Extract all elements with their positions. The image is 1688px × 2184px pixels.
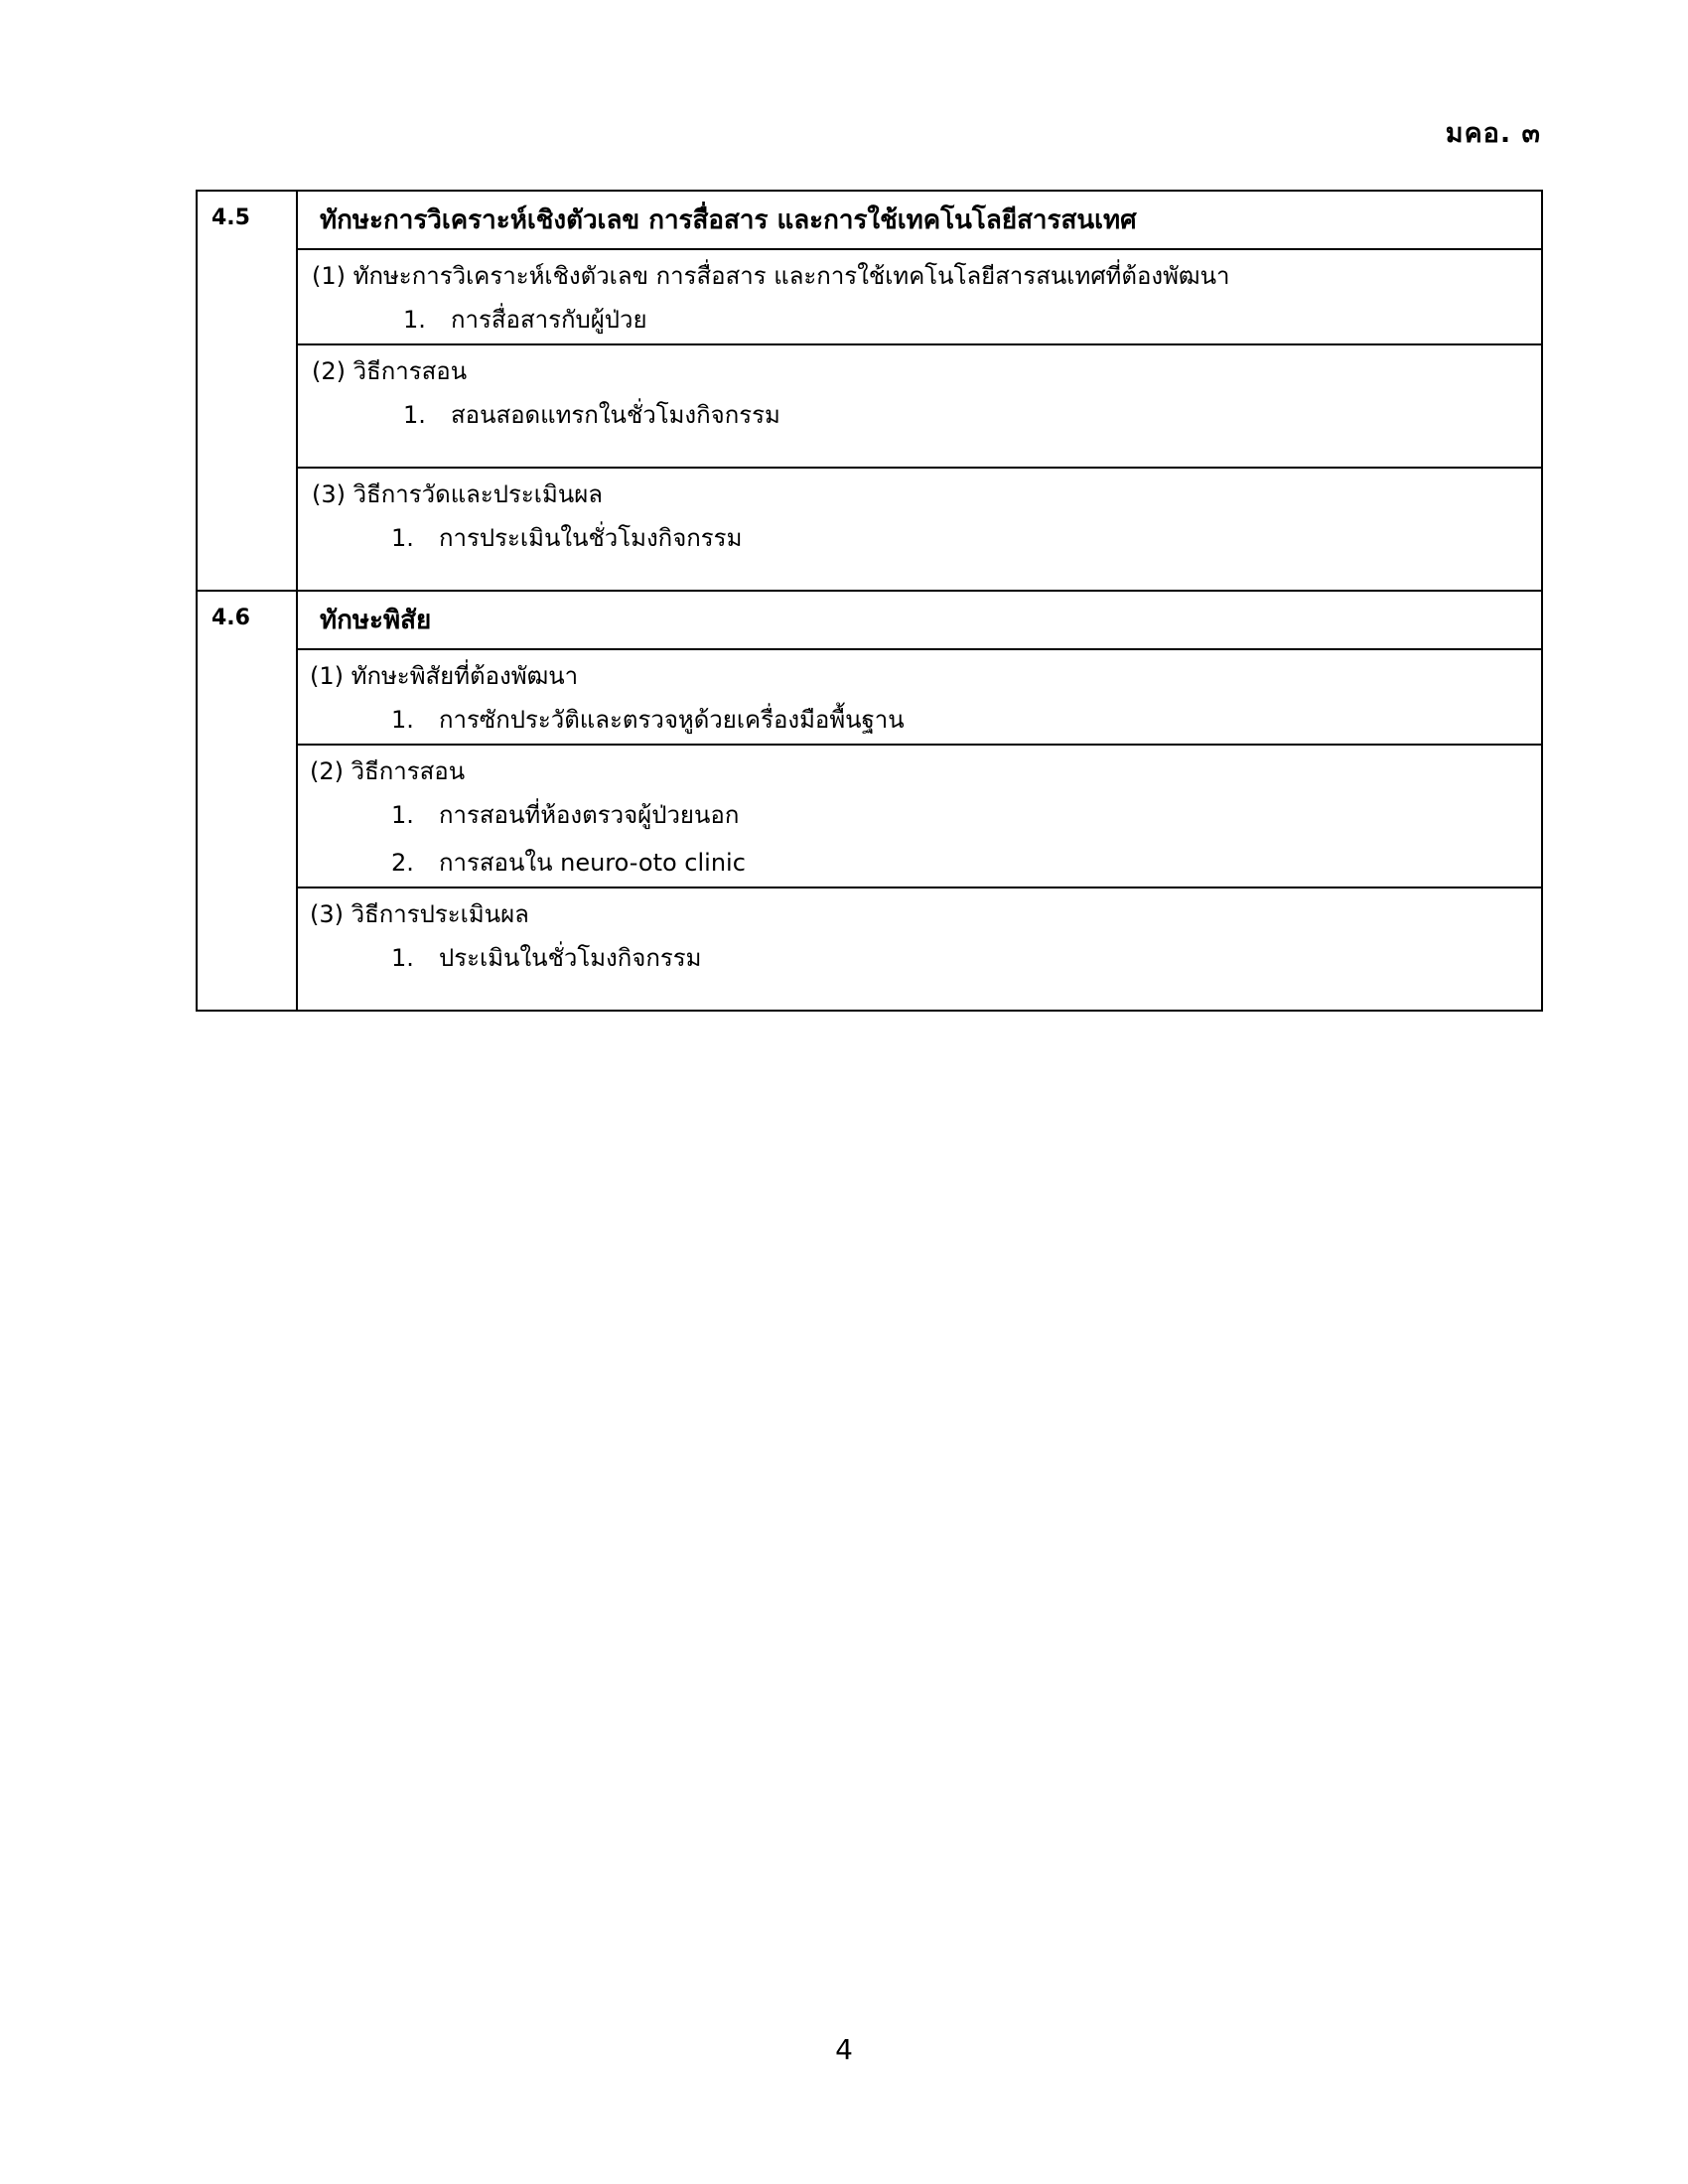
list-item (310, 934, 1541, 982)
part-heading: (1) ทักษะการวิเคราะห์เชิงตัวเลข การสื่อสาร และการใช้เทคโนโลยีสารสนเทศที่ต้องพัฒนา (312, 262, 1230, 290)
part-heading: (2) วิธีการสอน (310, 757, 466, 785)
part-heading: (2) วิธีการสอน (312, 357, 468, 385)
section-number: 4.5 (197, 191, 297, 591)
section-part-row (197, 649, 1542, 745)
section-part-row (197, 344, 1542, 468)
section-title: ทักษะพิสัย (297, 591, 1542, 649)
item-number: 1. (391, 801, 414, 829)
part-heading: (1) ทักษะพิสัยที่ต้องพัฒนา (310, 662, 579, 690)
list-item (312, 391, 1541, 439)
section-part-row (197, 887, 1542, 1011)
item-number: 1. (403, 306, 426, 334)
list-item (312, 296, 1541, 343)
section-part (297, 344, 1542, 468)
section-header-row (197, 591, 1542, 649)
section-part (297, 745, 1542, 887)
item-text: ประเมินในชั่วโมงกิจกรรม (439, 944, 702, 972)
section-header-row (197, 191, 1542, 249)
part-heading: (3) วิธีการวัดและประเมินผล (312, 480, 603, 508)
item-text: การสอนที่ห้องตรวจผู้ป่วยนอก (439, 801, 740, 829)
section-part (297, 468, 1542, 591)
item-number: 2. (391, 849, 414, 877)
section-part-row (197, 249, 1542, 344)
spacer (312, 439, 1541, 467)
section-part (297, 887, 1542, 1011)
item-text: การสื่อสารกับผู้ป่วย (451, 306, 647, 334)
section-part-row (197, 745, 1542, 887)
item-text: การสอนใน neuro-oto clinic (439, 849, 746, 877)
list-item (310, 791, 1541, 839)
section-number: 4.6 (197, 591, 297, 1011)
spacer (310, 982, 1541, 1010)
spacer (312, 562, 1541, 590)
section-title: ทักษะการวิเคราะห์เชิงตัวเลข การสื่อสาร และการใช้เทคโนโลยีสารสนเทศ (297, 191, 1542, 249)
skills-table (196, 190, 1543, 1012)
section-part (297, 649, 1542, 745)
section-part (297, 249, 1542, 344)
list-item (310, 839, 1541, 887)
list-item (310, 696, 1541, 744)
part-heading: (3) วิธีการประเมินผล (310, 900, 529, 928)
item-text: การซักประวัติและตรวจหูด้วยเครื่องมือพื้นฐาน (439, 706, 905, 734)
item-text: สอนสอดแทรกในชั่วโมงกิจกรรม (451, 401, 780, 429)
item-number: 1. (391, 706, 414, 734)
page-number: 4 (835, 2033, 853, 2066)
item-number: 1. (391, 524, 414, 552)
list-item (312, 514, 1541, 562)
section-part-row (197, 468, 1542, 591)
item-number: 1. (391, 944, 414, 972)
item-text: การประเมินในชั่วโมงกิจกรรม (439, 524, 743, 552)
document-code: มคอ. ๓ (1445, 118, 1541, 149)
item-number: 1. (403, 401, 426, 429)
